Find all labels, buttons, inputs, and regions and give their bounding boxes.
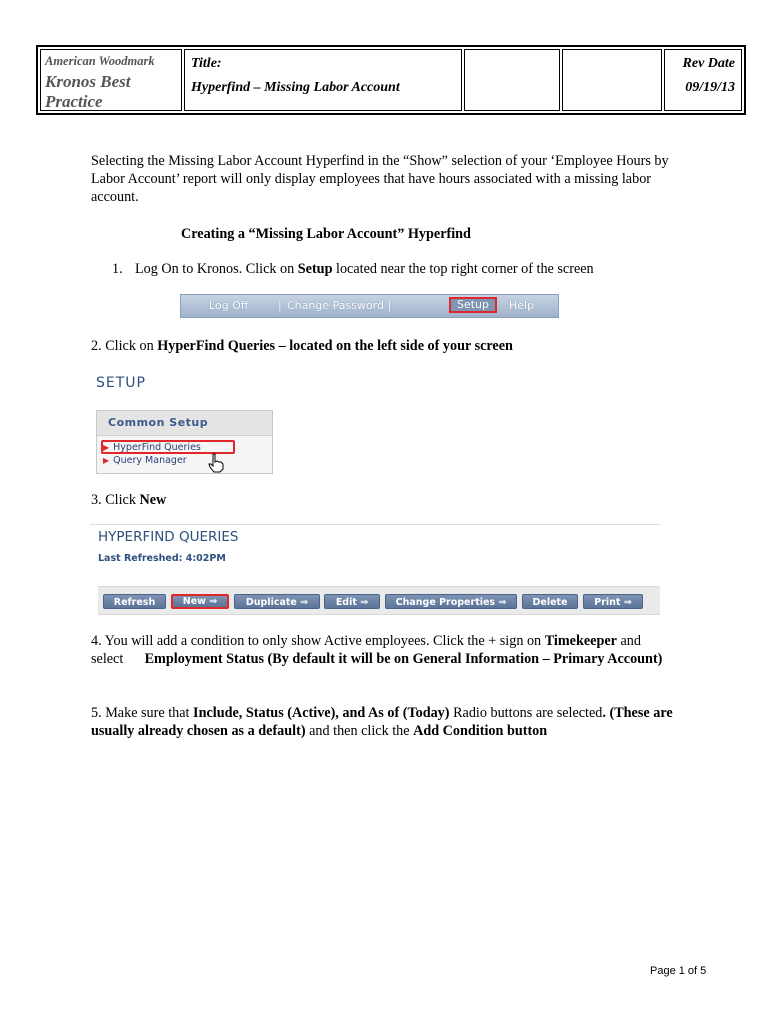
step-4-c: and select <box>91 633 641 667</box>
common-setup-heading: Common Setup <box>108 416 209 429</box>
query-manager-link[interactable] <box>103 455 187 466</box>
step-4-d: Employment Status (By default it will be on General Information – Primary Account) <box>144 651 663 667</box>
step-5-d: . (These are usually already chosen as a default) <box>91 705 673 739</box>
refresh-button[interactable]: Refresh <box>103 594 166 609</box>
change-password-label: Change Password <box>287 299 384 312</box>
step-3-pre: 3. Click <box>91 492 140 508</box>
hyperfind-queries-link[interactable] <box>103 442 201 453</box>
step-5-c: Radio buttons are selected <box>449 705 603 721</box>
step-1-post: located near the top right corner of the screen <box>332 261 594 277</box>
step-5-b: Include, Status (Active), and As of (Today) <box>193 705 450 721</box>
section-heading: Creating a “Missing Labor Account” Hyperfind <box>181 226 471 242</box>
step-3-bold: New <box>139 492 167 508</box>
screenshot-top-nav-bar <box>180 294 559 318</box>
step-2-text <box>91 337 513 355</box>
common-setup-panel <box>96 410 273 474</box>
step-4-b: Timekeeper <box>544 633 617 649</box>
step-1-bold: Setup <box>297 261 333 277</box>
header-cell-rev <box>664 49 742 111</box>
nav-separator: | <box>278 299 282 312</box>
document-header-table <box>36 45 746 115</box>
step-4-a: 4. You will add a condition to only show Active employees. Click the + sign on <box>91 633 545 649</box>
print-button[interactable]: Print ⇒ <box>583 594 643 609</box>
rev-date: 09/19/13 <box>685 80 735 95</box>
hyperfind-queries-label: HyperFind Queries <box>113 442 201 453</box>
step-1-pre: Log On to Kronos. Click on <box>135 261 298 277</box>
nav-separator-2: | <box>387 299 392 312</box>
red-arrow-icon: ▶ <box>103 443 110 452</box>
step-3-text <box>91 491 166 509</box>
header-cell-company <box>40 49 182 111</box>
step-1-text <box>135 260 594 278</box>
step-5-e: and then click the <box>305 723 414 739</box>
header-cell-title <box>184 49 462 111</box>
company-name: American Woodmark <box>45 54 155 68</box>
document-title: Hyperfind – Missing Labor Account <box>191 80 400 95</box>
edit-button[interactable]: Edit ⇒ <box>324 594 380 609</box>
title-label: Title: <box>191 56 222 71</box>
log-off-link[interactable]: Log Off <box>209 299 249 312</box>
document-type: Kronos Best Practice <box>45 72 131 111</box>
setup-link-highlighted[interactable]: Setup <box>449 297 497 313</box>
page-number: Page 1 of 5 <box>650 965 707 977</box>
intro-paragraph: Selecting the Missing Labor Account Hyperfind in the “Show” selection of your ‘Employee Hours by Labor Account’ report will only display employees that have hours associated with a missing labor account. <box>91 153 669 205</box>
step-4-text <box>91 632 691 668</box>
query-manager-label: Query Manager <box>113 455 187 466</box>
setup-page-title: SETUP <box>96 375 146 391</box>
step-2-pre: 2. Click on <box>91 338 158 354</box>
step-5-f: Add Condition button <box>413 723 548 739</box>
new-button-highlighted[interactable]: New ⇒ <box>171 594 229 609</box>
last-refreshed-label: Last Refreshed: 4:02PM <box>98 553 226 564</box>
step-5-a: 5. Make sure that <box>91 705 194 721</box>
change-properties-button[interactable]: Change Properties ⇒ <box>385 594 517 609</box>
duplicate-button[interactable]: Duplicate ⇒ <box>234 594 320 609</box>
hyperfind-toolbar <box>98 586 660 615</box>
hyperfind-divider <box>90 524 660 525</box>
red-arrow-icon: ▶ <box>103 456 110 465</box>
help-link[interactable]: Help <box>509 299 535 312</box>
step-2-bold: HyperFind Queries – located on the left side of your screen <box>157 338 513 354</box>
change-password-link[interactable] <box>287 299 391 312</box>
hand-cursor-icon <box>207 453 225 473</box>
header-cell-empty-1 <box>464 49 560 111</box>
hyperfind-queries-title: HYPERFIND QUERIES <box>98 529 239 545</box>
common-setup-header <box>97 411 272 436</box>
step-1-number: 1. <box>112 261 123 277</box>
step-5-text <box>91 704 701 740</box>
header-cell-empty-2 <box>562 49 662 111</box>
rev-date-label: Rev Date <box>682 56 735 71</box>
delete-button[interactable]: Delete <box>522 594 578 609</box>
